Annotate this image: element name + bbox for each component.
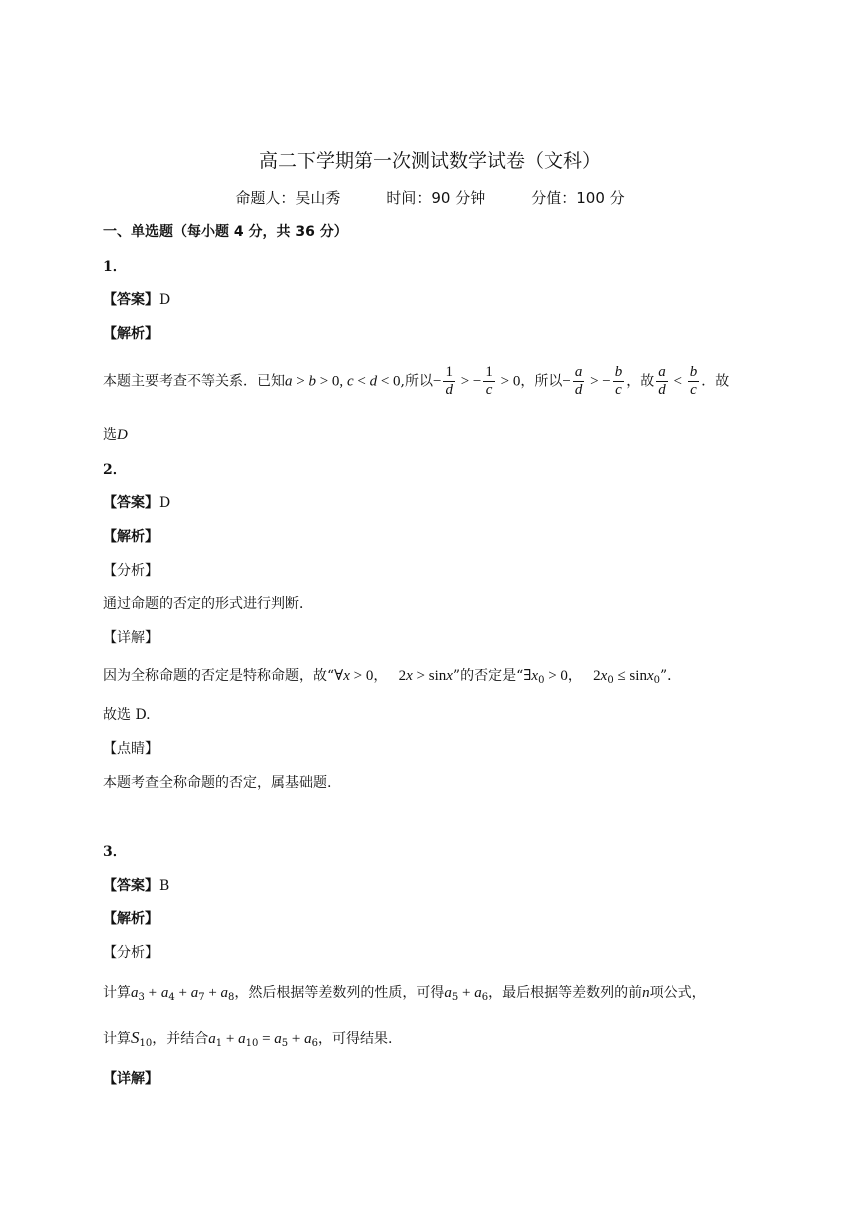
q2-answer-value: D	[159, 495, 171, 511]
q1-answer-label: 【答案】	[103, 292, 159, 308]
q3-answer-line	[103, 876, 169, 896]
q2-conclusion: 故选 D.	[103, 707, 151, 723]
q3-fenxi-line1: 计算$a_3 + a_4 + a_7 + a_8$，然后根据等差数列的性质，可得$a_5 + a_6$，最后根据等差数列的前n项公式，	[103, 985, 706, 1003]
q1-analysis-label: 【解析】	[103, 326, 159, 342]
q1-frac-1-d: $\frac{1}{d}$	[445, 364, 453, 398]
q1-frac-a-d-2: $\frac{a}{d}$	[658, 364, 666, 398]
q1-frac-a-d: $\frac{a}{d}$	[574, 364, 583, 398]
q2-dianjing-text: 本题考查全称命题的否定，属基础题.	[103, 775, 332, 791]
q2-analysis-label: 【解析】	[103, 529, 159, 545]
q2-fenxi-label: 【分析】	[103, 563, 159, 579]
q3-answer-label: 【答案】	[103, 878, 159, 894]
q1-explanation-line2: 选D	[103, 427, 128, 443]
q2-answer-line	[103, 493, 170, 513]
q1-frac-b-c: $\frac{b}{c}$	[614, 364, 623, 398]
q1-frac-1-c: $\frac{1}{c}$	[485, 364, 493, 398]
q3-answer-value: B	[159, 878, 170, 894]
exam-info	[0, 187, 860, 208]
q1-answer-line	[103, 290, 170, 310]
q1-explanation-line1: 本题主要考查不等关系．已知a > b > 0, c < d < 0,所以− $\frac{1}{d}$ > − $\frac{1}{c}$ > 0，所以− $\frac{a}{d}$ > − $\frac{b}{c}$ ，故 $\frac{a}{d}$ < $\frac{b}{c}$ ．故	[103, 364, 730, 398]
q3-number: 3．	[103, 844, 127, 860]
q2-xiangjie-label: 【详解】	[103, 630, 159, 646]
q2-number: 2．	[103, 462, 127, 478]
q3-fenxi-label: 【分析】	[103, 945, 159, 961]
q2-answer-label: 【答案】	[103, 495, 159, 511]
q2-dianjing-label: 【点睛】	[103, 741, 159, 757]
q1-math-condition: a	[285, 373, 293, 390]
q3-xiangjie-label: 【详解】	[103, 1071, 159, 1087]
q3-analysis-label: 【解析】	[103, 911, 159, 927]
exam-author: 命题人：吴山秀	[235, 189, 341, 207]
page-title: 高二下学期第一次测试数学试卷（文科）	[258, 150, 601, 172]
q2-explanation: 因为全称命题的否定是特称命题，故“∀x > 0， 2x > sinx”的否定是“$\exists x_0 > 0$， $2x_0 \le \sin x_0$”．	[103, 668, 682, 686]
exam-time: 时间：90 分钟	[386, 189, 486, 207]
q3-fenxi-line2: 计算$S_{10}$，并结合$a_1 + a_{10} = a_5 + a_6$，可得结果.	[103, 1028, 393, 1049]
q1-frac-b-c-2: $\frac{b}{c}$	[689, 364, 698, 398]
q1-answer-value: D	[159, 292, 171, 308]
section-heading: 一、单选题（每小题 4 分，共 36 分）	[103, 224, 348, 240]
q1-number: 1．	[103, 259, 127, 275]
exam-score: 分值：100 分	[531, 189, 625, 207]
q2-fenxi-text: 通过命题的否定的形式进行判断．	[103, 596, 313, 612]
